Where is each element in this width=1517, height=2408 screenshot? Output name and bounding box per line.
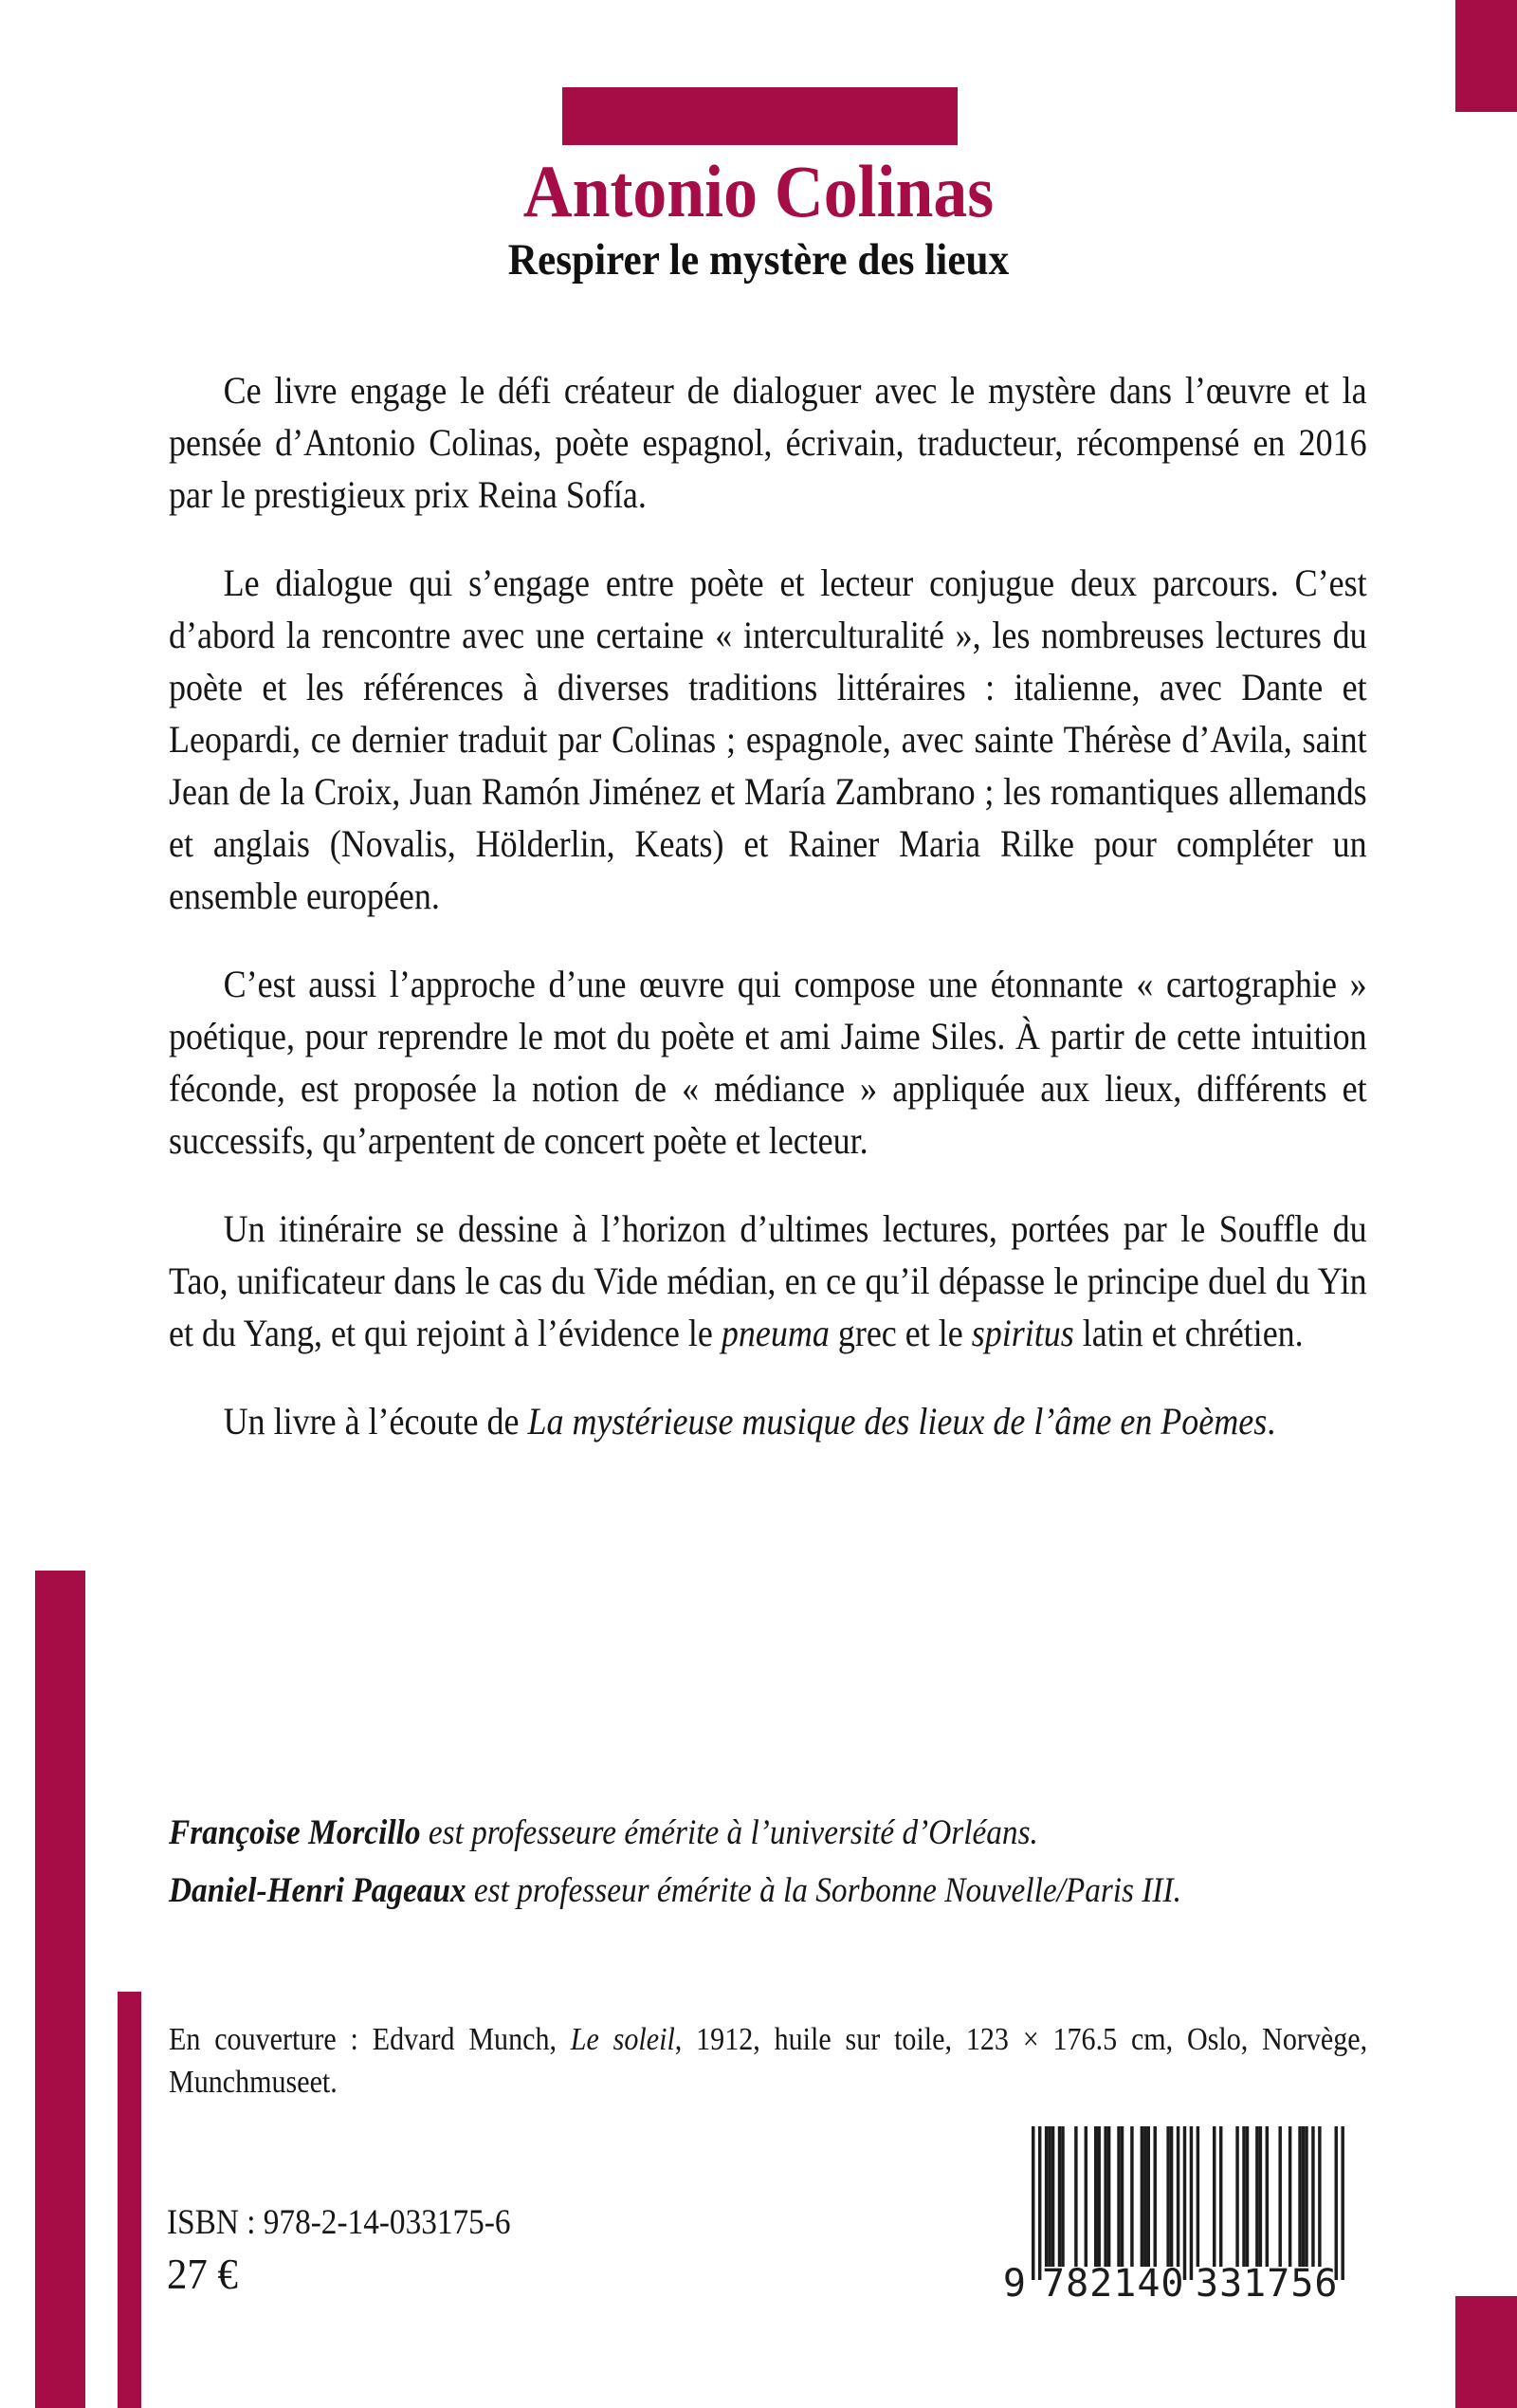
barcode-digits-left-group: 782140	[1042, 2262, 1185, 2306]
synopsis-paragraph-2: Le dialogue qui s’engage entre poète et lecteur conjugue deux parcours. C’est d’abord la rencontre avec une certaine « interculturalité », les nombreuses lectures du poète et les références à diverses traditions littéraires : italienne, avec Dante et Leopardi, ce dernier traduit par Colinas ; espagnole, avec sainte Thérèse d’Avila, saint Jean de la Croix, Juan Ramón Jiménez et María Zambrano ; les romantiques allemands et anglais (Novalis, Hölderlin, Keats) et Rainer Maria Rilke pour compléter un ensemble européen.	[169, 561, 1367, 917]
publisher-color-banner	[562, 87, 958, 145]
author-bio-morcillo: Françoise Morcillo est professeure émérite à l’université d’Orléans.	[169, 1813, 1038, 1852]
author-bios	[169, 1804, 1367, 1920]
left-accent-bar-narrow	[118, 1992, 141, 2408]
synopsis-paragraph-1: Ce livre engage le défi créateur de dialoguer avec le mystère dans l’œuvre et la pensée d’Antonio Colinas, poète espagnol, écrivain, traducteur, récompensé en 2016 par le prestigieux prix Reina Sofía.	[169, 369, 1367, 516]
isbn-text: ISBN : 978-2-14-033175-6	[167, 2203, 511, 2242]
bottom-right-accent-bar	[1455, 2296, 1517, 2408]
synopsis-paragraph-4: Un itinéraire se dessine à l’horizon d’ultimes lectures, portées par le Souffle du Tao, unificateur dans le cas du Vide médian, en ce qu’il dépasse le principe duel du Yin et du Yang, et qui rejoint à l’évidence le pneuma grec et le spiritus latin et chrétien.	[169, 1207, 1367, 1354]
author-bio-pageaux: Daniel-Henri Pageaux est professeur émérite à la Sorbonne Nouvelle/Paris III.	[169, 1871, 1181, 1910]
left-accent-bar-wide	[35, 1571, 85, 2408]
synopsis	[169, 364, 1367, 1483]
synopsis-paragraph-5: Un livre à l’écoute de La mystérieuse musique des lieux de l’âme en Poèmes.	[223, 1400, 1276, 1443]
barcode-digit-prefix: 9	[1002, 2262, 1026, 2306]
cover-credit: En couverture : Edvard Munch, Le soleil, 1912, huile sur toile, 123 × 176.5 cm, Oslo, Norvège, Munchmuseet.	[169, 2022, 1368, 2100]
synopsis-paragraph-3: C’est aussi l’approche d’une œuvre qui compose une étonnante « cartographie » poétique, pour reprendre le mot du poète et ami Jaime Siles. À partir de cette intuition féconde, est proposée la notion de « médiance » appliquée aux lieux, différents et successifs, qu’arpentent de concert poète et lecteur.	[169, 963, 1367, 1162]
top-right-accent-bar	[1455, 0, 1517, 112]
barcode-digits-right-group: 331756	[1196, 2262, 1339, 2306]
price-text: 27 €	[167, 2251, 238, 2298]
ean13-barcode	[1032, 2126, 1344, 2280]
author-name: Antonio Colinas	[522, 150, 995, 232]
book-title: Respirer le mystère des lieux	[507, 235, 1010, 285]
